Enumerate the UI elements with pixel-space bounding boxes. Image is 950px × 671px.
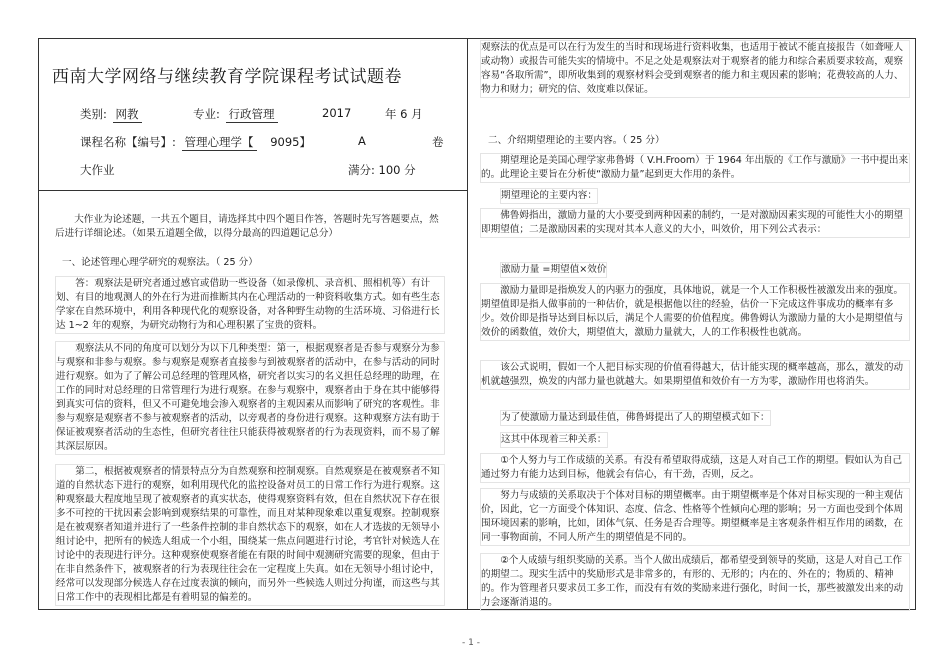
answer-2-para-9: 努力与成绩的关系取决于个体对目标的期望概率。由于期望概率是个体对目标实现的一种主观估价，因此，它一方面受个体知识、态度、信念、性格等个性倾向心理的影响；另一方面也受到个体周围环境因素的影响，比如，团体气氛、任务是否合理等。期望概率是主客观条件相互作用的函数，在同一事物面前，不同人所产生的期望值是不同的。 [480, 488, 910, 546]
answer-1-para-1: 答：观察法是研究者通过感官或借助一些设备（如录像机、录音机、照相机等）有计划、有目的地观测人的外在行为进而推断其内在心理活动的一种资料收集方式。如有些生态学家在自然环境中，利用各种现代化的观察设备，对各种野生动物的生活环境、习俗进行长达 1~2 年的观察，为研究动物行为和心理积累了宝贵的资料。 [55, 276, 445, 334]
answer-1-para-4: 观察法的优点是可以在行为发生的当时和现场进行资料收集，也适用于被试不能直接报告（如聋哑人或动物）或报告可能失实的情境中。不足之处是观察法对于观察者的能力和综合素质要求较高，观察容易“各取所需”，即所收集到的观察材料会受到观察者的能力和主观因素的影响；花费较高的人力、物力和财力；研究的信、效度难以保证。 [480, 40, 910, 98]
exam-title: 西南大学网络与继续教育学院课程考试试题卷 [52, 67, 402, 87]
course-row [80, 134, 311, 151]
instructions: 大作业为论述题，一共五个题目，请选择其中四个题目作答，答题时先写答题要点，然后进行详细论述。（如果五道题全做，以得分最高的四道题记总分） [55, 214, 439, 239]
year-value: 2017 [322, 106, 352, 120]
major-value: 行政管理 [226, 106, 278, 123]
score-value: 100 分 [378, 163, 416, 177]
question-1-heading: 一、论述管理心理学研究的观察法。（ 25 分） [62, 257, 258, 268]
answer-2-para-5: 该公式说明，假如一个人把目标实现的价值看得越大，估计能实现的概率越高，那么，激发的动机就越强烈，焕发的内部力量也就越大。如果期望值和效价有一方为零，激励作用也将消失。 [480, 360, 910, 390]
answer-2-para-6: 为了使激励力量达到最佳值，佛鲁姆提出了人的期望模式如下： [500, 410, 771, 426]
paper-suffix: 卷 [432, 135, 444, 149]
answer-2-para-2: 期望理论的主要内容： [500, 188, 598, 204]
course-code: 9095】 [270, 135, 311, 149]
answer-1-para-2: 观察法从不同的角度可以划分为以下几种类型：第一，根据观察者是否参与观察分为参与观察和非参与观察。参与观察是观察者直接参与到被观察者的活动中，在参与活动的同时进行观察。如为了了解公司总经理的管理风格，研究者以实习的名义担任总经理的助理，在工作的同时对总经理的日常管理行为进行观察。在参与观察中，观察者由于身在其中能够得到真实可信的资料，但又不可避免地会渗入观察者的主观因素从而影响了研究的客观性。非参与观察是观察者不参与被观察者的活动，以旁观者的身份进行观察。这种观察方法有助于保证被观察者活动的生态性，但研究者往往只能获得被观察者的行为表现资料，而不易了解其深层原因。 [55, 341, 445, 455]
month-label: 年 6 月 [385, 107, 423, 121]
formula: 激励力量 =期望值×效价 [500, 262, 607, 278]
score-row [348, 162, 416, 178]
major-row [193, 106, 278, 123]
assignment-label: 大作业 [80, 163, 115, 177]
answer-2-para-4: 激励力量即是指焕发人的内驱力的强度，具体地说，就是一个人工作积极性被激发出来的强度。期望值即是指人做事前的一种估价，就是根据他以往的经验，估价一下完成这件事成功的概率有多少。效价即是指导达到目标以后，满足个人需要的价值程度。佛鲁姆认为激励力量的大小是期望值与效价的函数值，效价大，期望值大，激励力量就大，人的工作积极性也就高。 [480, 283, 910, 341]
category-value: 网教 [113, 106, 142, 123]
score-label: 满分: [348, 163, 375, 177]
header-divider [38, 190, 468, 191]
answer-2-para-3: 佛鲁姆指出，激励力量的大小要受到两种因素的制约，一是对激励因素实现的可能性大小的期望即期望值；二是激励因素的实现对其本人意义的大小，叫效价，用下列公式表示： [480, 208, 910, 238]
answer-2-para-8: ①个人努力与工作成绩的关系。有没有希望取得成绩，这是人对自己工作的期望。假如认为自己通过努力有能力达到目标，他就会有信心，有干劲，否则，反之。 [480, 453, 910, 483]
course-value: 管理心理学【 [182, 134, 257, 151]
answer-2-para-10: ②个人成绩与组织奖励的关系。当个人做出成绩后，都希望受到领导的奖励，这是人对自己工作的期望二。现实生活中的奖励形式是非常多的，有形的、无形的；内在的、外在的；物质的、精神的。作为管理者只要求员工多工作，而没有有效的奖励来进行强化，时间一长，那些被激发出来的动力会逐渐消退的。 [480, 553, 910, 611]
answer-1-para-3: 第二，根据被观察者的情景特点分为自然观察和控制观察。自然观察是在被观察者不知道的自然状态下进行的观察，如利用现代化的监控设备对员工的日常工作行为进行观察。这种观察最大程度地呈现了被观察者的真实状态，使得观察资料有效，但在自然状况下存在很多不可控的干扰因素会影响到观察结果的可靠性，而且对某种现象难以重复观察。控制观察是在被观察者知道并进行了一些条件控制的非自然状态下的观察，如在人才选拔的无领导小组讨论中，把所有的候选人组成一个小组，围绕某一焦点问题进行讨论，考官针对候选人在讨论中的表现进行评分。这种观察使观察者能在有限的时间中观测研究需要的现象，但由于在非自然条件下，被观察者的行为表现往往会在一定程度上失真。如在无领导小组讨论中，经常可以发现部分候选人存在过度表演的倾向，而另外一些候选人则过分拘谨，而这些与其日常工作中的表现相比都是有着明显的偏差的。 [55, 464, 445, 606]
page-number: - 1 - [462, 638, 480, 648]
answer-2-para-7: 这其中体现着三种关系： [500, 432, 608, 448]
category-label: 类别: [80, 107, 107, 121]
course-label: 课程名称【编号】: [80, 135, 176, 149]
major-label: 专业: [193, 107, 220, 121]
paper-type: A [358, 134, 366, 148]
category-row [80, 106, 142, 123]
question-2-heading: 二、介绍期望理论的主要内容。（ 25 分） [488, 135, 665, 146]
answer-2-para-1: 期望理论是美国心理学家弗鲁姆（ V.H.Froom）于 1964 年出版的《工作与激励》一书中提出来的。此理论主要旨在分析使“激励力量”起到更大作用的条件。 [480, 153, 910, 183]
